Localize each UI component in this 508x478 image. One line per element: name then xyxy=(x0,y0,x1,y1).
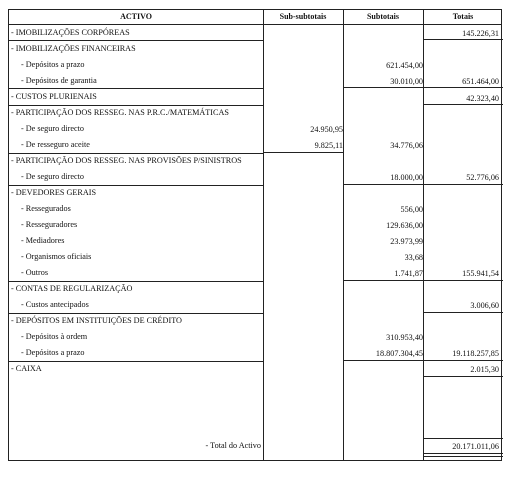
total-rule xyxy=(423,184,503,185)
row-label: - DEPÓSITOS EM INSTITUIÇÕES DE CRÉDITO xyxy=(11,316,182,325)
column-divider xyxy=(343,10,344,460)
row-label: - Resseguradores xyxy=(21,220,78,229)
column-divider xyxy=(423,10,424,460)
row-label: - Ressegurados xyxy=(21,204,71,213)
grand-total-double-rule xyxy=(423,456,503,457)
cell-subtotais: 18.807.304,45 xyxy=(375,349,423,358)
row-label: - Depósitos a prazo xyxy=(21,60,85,69)
cell-subtotais: 33,68 xyxy=(404,253,423,262)
row-label: - CUSTOS PLURIENAIS xyxy=(11,92,97,101)
sum-rule xyxy=(343,360,423,361)
row-label: - Custos antecipados xyxy=(21,300,89,309)
cell-totais: 145.226,31 xyxy=(462,29,499,38)
total-rule xyxy=(423,104,503,105)
row-label: - De resseguro aceite xyxy=(21,140,90,149)
header-activo: ACTIVO xyxy=(120,12,152,21)
total-value: 20.171.011,06 xyxy=(452,442,499,451)
cell-totais: 2.015,30 xyxy=(470,365,499,374)
section-rule xyxy=(9,361,263,362)
header-sub-subtotais: Sub-subtotais xyxy=(279,12,327,21)
row-label: - IMOBILIZAÇÕES FINANCEIRAS xyxy=(11,44,136,53)
section-rule xyxy=(9,281,263,282)
total-rule xyxy=(423,87,503,88)
cell-totais: 155.941,54 xyxy=(462,269,499,278)
total-rule xyxy=(423,280,503,281)
cell-subtotais: 18.000,00 xyxy=(390,173,423,182)
total-rule xyxy=(423,438,503,439)
row-label: - CAIXA xyxy=(11,364,42,373)
sum-rule xyxy=(263,152,343,153)
cell-sub-subtotais: 24.950,95 xyxy=(310,125,343,134)
row-label: - PARTICIPAÇÃO DOS RESSEG. NAS P.R.C./MATEMÁTICAS xyxy=(11,108,229,117)
cell-sub-subtotais: 9.825,11 xyxy=(314,141,343,150)
section-rule xyxy=(9,40,263,41)
cell-totais: 651.464,00 xyxy=(462,77,499,86)
total-rule xyxy=(423,312,503,313)
row-label: - Depósitos a prazo xyxy=(21,348,85,357)
header-totais: Totais xyxy=(452,12,474,21)
row-label: - De seguro directo xyxy=(21,124,84,133)
total-rule xyxy=(423,376,503,377)
section-rule xyxy=(9,153,263,154)
cell-subtotais: 30.010,00 xyxy=(390,77,423,86)
cell-totais: 19.118.257,85 xyxy=(452,349,499,358)
cell-totais: 52.776,06 xyxy=(466,173,499,182)
section-rule xyxy=(9,185,263,186)
total-rule xyxy=(423,360,503,361)
header-rule xyxy=(9,24,501,25)
row-label: - Organismos oficiais xyxy=(21,252,92,261)
sum-rule xyxy=(343,184,423,185)
total-rule xyxy=(423,39,503,40)
grand-total-rule xyxy=(423,453,503,454)
row-label: - CONTAS DE REGULARIZAÇÃO xyxy=(11,284,133,293)
row-label: - DEVEDORES GERAIS xyxy=(11,188,97,197)
cell-totais: 3.006,60 xyxy=(470,301,499,310)
cell-totais: 42.323,40 xyxy=(466,94,499,103)
cell-subtotais: 310.953,40 xyxy=(386,333,423,342)
cell-subtotais: 23.973,99 xyxy=(390,237,423,246)
section-rule xyxy=(9,88,263,89)
balance-sheet-table xyxy=(8,9,502,461)
section-rule xyxy=(9,313,263,314)
total-label: - Total do Activo xyxy=(205,441,261,450)
header-subtotais: Subtotais xyxy=(366,12,399,21)
sum-rule xyxy=(343,87,423,88)
row-label: - Mediadores xyxy=(21,236,65,245)
section-rule xyxy=(9,105,263,106)
column-divider xyxy=(263,10,264,460)
row-label: - De seguro directo xyxy=(21,172,84,181)
row-label: - Depósitos à ordem xyxy=(21,332,88,341)
row-label: - PARTICIPAÇÃO DOS RESSEG. NAS PROVISÕES P/SINISTROS xyxy=(11,156,242,165)
cell-subtotais: 34.776,06 xyxy=(390,141,423,150)
cell-subtotais: 556,00 xyxy=(400,205,423,214)
row-label: - IMOBILIZAÇÕES CORPÓREAS xyxy=(11,28,130,37)
cell-subtotais: 621.454,00 xyxy=(386,61,423,70)
row-label: - Depósitos de garantia xyxy=(21,76,97,85)
cell-subtotais: 1.741,87 xyxy=(394,269,423,278)
cell-subtotais: 129.636,00 xyxy=(386,221,423,230)
row-label: - Outros xyxy=(21,268,49,277)
sum-rule xyxy=(343,280,423,281)
